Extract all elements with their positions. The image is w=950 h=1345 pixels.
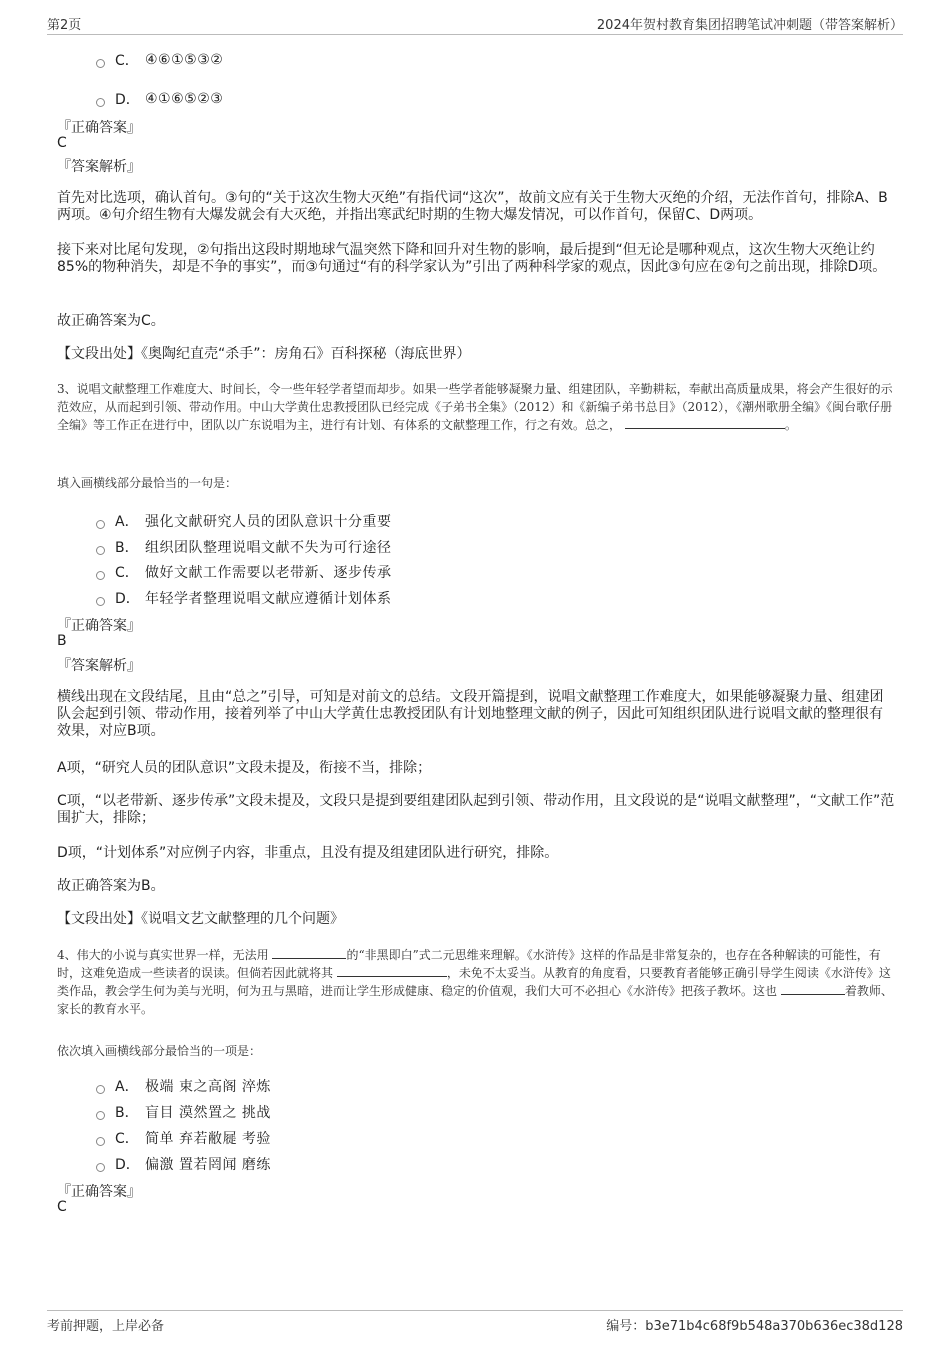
q2-analysis-label: 『答案解析』 <box>57 159 141 175</box>
q3-option-d[interactable]: D． 年轻学者整理说唱文献应遵循计划体系 <box>96 588 392 608</box>
q3-answer: B <box>57 633 67 649</box>
q4-option-a[interactable]: A． 极端 束之高阁 淬炼 <box>96 1076 271 1096</box>
q3-analysis-para-1: 横线出现在文段结尾，且由“总之”引导，可知是对前文的总结。文段开篇提到，说唱文献整理工作难度大，如果能够凝聚力量、组建团队会起到引领、带动作用，接着列举了中山大学黄仕忠教授团队有计划地整理文献的例子，因此可知组织团队进行说唱文献的整理很有效果，对应B项。 <box>57 689 884 739</box>
radio-icon[interactable] <box>96 1111 105 1120</box>
q4-blank-1 <box>272 946 346 959</box>
q3-analysis-para-5: 故正确答案为B。 <box>57 878 165 894</box>
q3-analysis-label: 『答案解析』 <box>57 658 141 674</box>
radio-icon[interactable] <box>96 1085 105 1094</box>
q4-prompt: 依次填入画横线部分最恰当的一项是： <box>57 1044 262 1058</box>
radio-icon[interactable] <box>96 98 105 107</box>
q3-source: 【文段出处】《说唱文艺文献整理的几个问题》 <box>57 911 344 927</box>
document-id: 编号：b3e71b4c68f9b548a370b636ec38d128 <box>606 1319 903 1334</box>
q3-blank <box>625 416 785 429</box>
q3-analysis-para-4: D项，“计划体系”对应例子内容，非重点，且没有提及组建团队进行研究，排除。 <box>57 845 559 861</box>
radio-icon[interactable] <box>96 546 105 555</box>
q3-option-c[interactable]: C． 做好文献工作需要以老带新、逐步传承 <box>96 562 392 582</box>
document-title: 2024年贺村教育集团招聘笔试冲刺题（带答案解析） <box>596 18 903 33</box>
page-header <box>47 14 903 35</box>
page-number: 第2页 <box>47 18 82 33</box>
q4-option-c[interactable]: C． 简单 弃若敝屣 考验 <box>96 1128 271 1148</box>
radio-icon[interactable] <box>96 59 105 68</box>
q2-analysis-para-3: 故正确答案为C。 <box>57 313 165 329</box>
q2-analysis-para-1: 首先对比选项，确认首句。③句的“关于这次生物大灭绝”有指代词“这次”，故前文应有关于生物大灭绝的介绍，无法作首句，排除A、B两项。④句介绍生物有大爆发就会有大灭绝，并指出寒武纪时期的生物大爆发情况，可以作首句，保留C、D两项。 <box>57 190 888 223</box>
q4-blank-2 <box>337 964 447 977</box>
radio-icon[interactable] <box>96 571 105 580</box>
q4-option-b[interactable]: B． 盲目 漠然置之 挑战 <box>96 1102 271 1122</box>
q2-source: 【文段出处】《奥陶纪直売“杀手”：房角石》百科探秘（海底世界） <box>57 346 471 362</box>
q2-option-d[interactable]: D． ④①⑥⑤②③ <box>96 89 223 109</box>
radio-icon[interactable] <box>96 520 105 529</box>
q4-blank-3 <box>781 982 845 995</box>
q3-stem: 3、说唱文献整理工作难度大、时间长，令一些年轻学者望而却步。如果一些学者能够凝聚力量、组建团队，辛勤耕耘，奉献出高质量成果，将会产生很好的示范效应，从而起到引领、带动作用。中山大学黄仕忠教授团队已经完成《子弟书全集》（2012）和《新编子弟书总目》（2012），《潮州歌册全编》《闽台歌仔册全编》等工作正在进行中，团队以广东说唱为主，进行有计划、有体系的文献整理工作，行之有效。总之， 。 <box>57 382 893 432</box>
footer-slogan: 考前押题，上岸必备 <box>47 1319 165 1334</box>
q4-answer-label: 『正确答案』 <box>57 1184 141 1200</box>
q3-option-b[interactable]: B． 组织团队整理说唱文献不失为可行途径 <box>96 537 392 557</box>
q2-answer: C <box>57 135 67 151</box>
q3-analysis-para-2: A项，“研究人员的团队意识”文段未提及，衔接不当，排除； <box>57 760 432 776</box>
page-footer <box>47 1310 903 1335</box>
q2-answer-label: 『正确答案』 <box>57 120 141 136</box>
radio-icon[interactable] <box>96 597 105 606</box>
q3-analysis-para-3: C项，“以老带新、逐步传承”文段未提及，文段只是提到要组建团队起到引领、带动作用，且文段说的是“说唱文献整理”，“文献工作”范围扩大，排除； <box>57 793 895 826</box>
q3-answer-label: 『正确答案』 <box>57 618 141 634</box>
radio-icon[interactable] <box>96 1137 105 1146</box>
q3-prompt: 填入画横线部分最恰当的一句是： <box>57 476 238 490</box>
q4-option-d[interactable]: D． 偏激 置若罔闻 磨练 <box>96 1154 271 1174</box>
radio-icon[interactable] <box>96 1163 105 1172</box>
q2-analysis-para-2: 接下来对比尾句发现，②句指出这段时期地球气温突然下降和回升对生物的影响，最后提到“但无论是哪种观点，这次生物大灭绝让约85%的物种消失，却是不争的事实”，而③句通过“有的科学家认为”引出了两种科学家的观点，因此③句应在②句之前出现，排除D项。 <box>57 242 887 275</box>
q2-option-c[interactable]: C． ④⑥①⑤③② <box>96 50 223 70</box>
q4-answer: C <box>57 1199 67 1215</box>
q3-option-a[interactable]: A． 强化文献研究人员的团队意识十分重要 <box>96 511 392 531</box>
q4-stem: 4、伟大的小说与真实世界一样，无法用 的“非黑即白”式二元思维来理解。《水浒传》这样的作品是非常复杂的，也存在各种解读的可能性，有时，这难免造成一些读者的误读。但倘若因此就将其 ，未免不太妥当。从教育的角度看，只要教育者能够正确引导学生阅读《水浒传》这类作品，教会学生何为美与光明，何为丑与黑暗，进而让学生形成健康、稳定的价值观，我们大可不必担心《水浒传》把孩子教坏。这也 着教师、家长的教育水平。 <box>57 948 893 1016</box>
